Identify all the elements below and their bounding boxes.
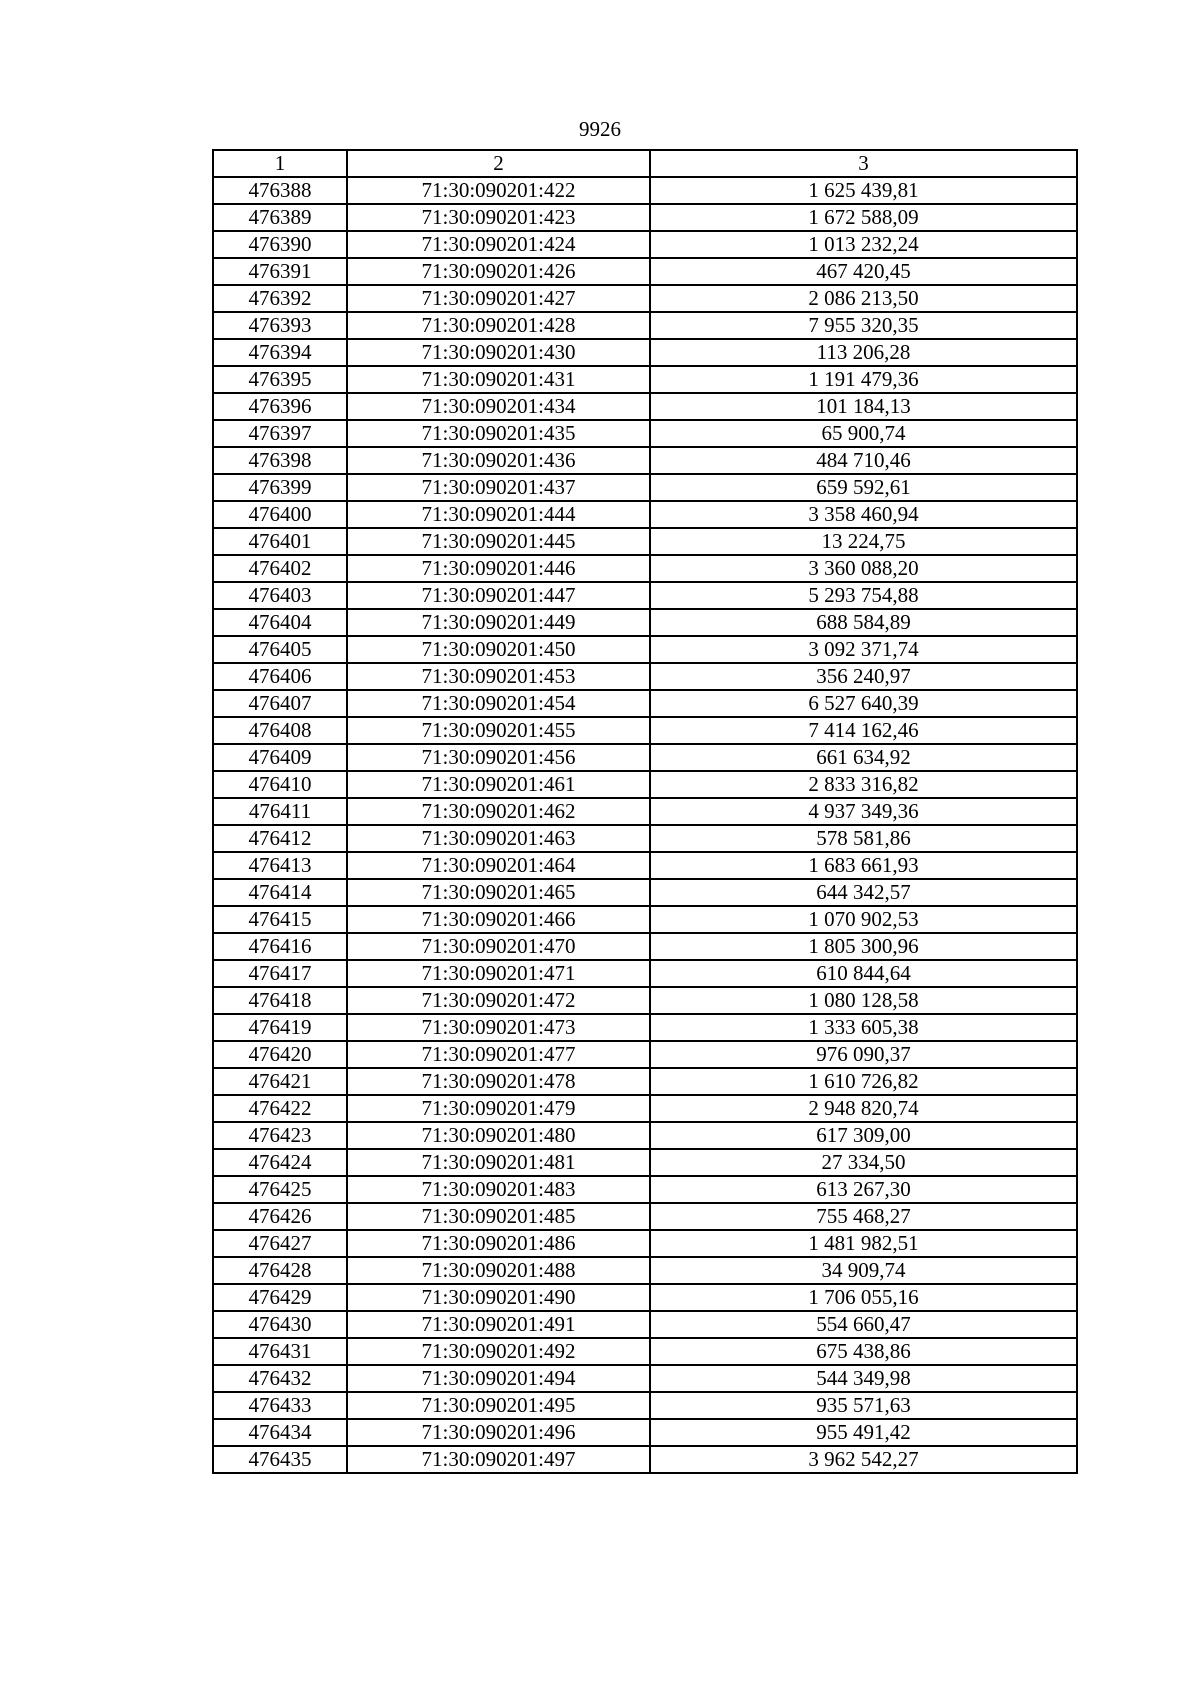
value-cell: 1 333 605,38 — [650, 1014, 1077, 1041]
table-row — [213, 231, 1077, 258]
value-cell: 955 491,42 — [650, 1419, 1077, 1446]
cadastral-number-cell: 71:30:090201:466 — [347, 906, 650, 933]
table-row — [213, 555, 1077, 582]
cadastral-number-cell: 71:30:090201:426 — [347, 258, 650, 285]
cadastral-number-cell: 71:30:090201:444 — [347, 501, 650, 528]
row-number-cell: 476426 — [213, 1203, 347, 1230]
row-number-cell: 476393 — [213, 312, 347, 339]
value-cell: 3 092 371,74 — [650, 636, 1077, 663]
cadastral-number-cell: 71:30:090201:465 — [347, 879, 650, 906]
value-cell: 613 267,30 — [650, 1176, 1077, 1203]
row-number-cell: 476394 — [213, 339, 347, 366]
value-cell: 34 909,74 — [650, 1257, 1077, 1284]
row-number-cell: 476401 — [213, 528, 347, 555]
table-row — [213, 285, 1077, 312]
cadastral-number-cell: 71:30:090201:434 — [347, 393, 650, 420]
value-cell: 65 900,74 — [650, 420, 1077, 447]
cadastral-number-cell: 71:30:090201:471 — [347, 960, 650, 987]
table-row — [213, 528, 1077, 555]
table-row — [213, 825, 1077, 852]
value-cell: 1 625 439,81 — [650, 177, 1077, 204]
table-row — [213, 393, 1077, 420]
value-cell: 661 634,92 — [650, 744, 1077, 771]
table-row — [213, 636, 1077, 663]
header-row — [213, 150, 1077, 177]
cadastral-number-cell: 71:30:090201:486 — [347, 1230, 650, 1257]
value-cell: 2 948 820,74 — [650, 1095, 1077, 1122]
cadastral-number-cell: 71:30:090201:431 — [347, 366, 650, 393]
row-number-cell: 476428 — [213, 1257, 347, 1284]
header-cell-2: 2 — [347, 150, 650, 177]
table-row — [213, 582, 1077, 609]
row-number-cell: 476409 — [213, 744, 347, 771]
cadastral-number-cell: 71:30:090201:495 — [347, 1392, 650, 1419]
row-number-cell: 476395 — [213, 366, 347, 393]
header-cell-1: 1 — [213, 150, 347, 177]
row-number-cell: 476400 — [213, 501, 347, 528]
table-body — [213, 177, 1077, 1473]
cadastral-number-cell: 71:30:090201:454 — [347, 690, 650, 717]
value-cell: 610 844,64 — [650, 960, 1077, 987]
table-row — [213, 1311, 1077, 1338]
row-number-cell: 476429 — [213, 1284, 347, 1311]
row-number-cell: 476390 — [213, 231, 347, 258]
value-cell: 644 342,57 — [650, 879, 1077, 906]
row-number-cell: 476407 — [213, 690, 347, 717]
row-number-cell: 476422 — [213, 1095, 347, 1122]
row-number-cell: 476415 — [213, 906, 347, 933]
table-row — [213, 1419, 1077, 1446]
cadastral-number-cell: 71:30:090201:477 — [347, 1041, 650, 1068]
cadastral-number-cell: 71:30:090201:428 — [347, 312, 650, 339]
cadastral-number-cell: 71:30:090201:480 — [347, 1122, 650, 1149]
cadastral-number-cell: 71:30:090201:435 — [347, 420, 650, 447]
row-number-cell: 476391 — [213, 258, 347, 285]
row-number-cell: 476404 — [213, 609, 347, 636]
row-number-cell: 476416 — [213, 933, 347, 960]
value-cell: 3 962 542,27 — [650, 1446, 1077, 1473]
cadastral-number-cell: 71:30:090201:491 — [347, 1311, 650, 1338]
table-row — [213, 852, 1077, 879]
value-cell: 1 013 232,24 — [650, 231, 1077, 258]
table-row — [213, 798, 1077, 825]
table-row — [213, 474, 1077, 501]
row-number-cell: 476399 — [213, 474, 347, 501]
value-cell: 1 805 300,96 — [650, 933, 1077, 960]
cadastral-number-cell: 71:30:090201:496 — [347, 1419, 650, 1446]
value-cell: 1 481 982,51 — [650, 1230, 1077, 1257]
table-row — [213, 744, 1077, 771]
value-cell: 1 683 661,93 — [650, 852, 1077, 879]
row-number-cell: 476421 — [213, 1068, 347, 1095]
value-cell: 484 710,46 — [650, 447, 1077, 474]
table-row — [213, 1095, 1077, 1122]
row-number-cell: 476403 — [213, 582, 347, 609]
value-cell: 4 937 349,36 — [650, 798, 1077, 825]
cadastral-number-cell: 71:30:090201:473 — [347, 1014, 650, 1041]
row-number-cell: 476435 — [213, 1446, 347, 1473]
row-number-cell: 476412 — [213, 825, 347, 852]
value-cell: 7 414 162,46 — [650, 717, 1077, 744]
value-cell: 755 468,27 — [650, 1203, 1077, 1230]
table-row — [213, 771, 1077, 798]
header-cell-3: 3 — [650, 150, 1077, 177]
value-cell: 935 571,63 — [650, 1392, 1077, 1419]
table-row — [213, 420, 1077, 447]
value-cell: 3 358 460,94 — [650, 501, 1077, 528]
table-row — [213, 1338, 1077, 1365]
table-row — [213, 366, 1077, 393]
row-number-cell: 476405 — [213, 636, 347, 663]
table-row — [213, 447, 1077, 474]
value-cell: 27 334,50 — [650, 1149, 1077, 1176]
table-row — [213, 906, 1077, 933]
row-number-cell: 476397 — [213, 420, 347, 447]
row-number-cell: 476418 — [213, 987, 347, 1014]
value-cell: 101 184,13 — [650, 393, 1077, 420]
cadastral-number-cell: 71:30:090201:462 — [347, 798, 650, 825]
row-number-cell: 476419 — [213, 1014, 347, 1041]
cadastral-number-cell: 71:30:090201:456 — [347, 744, 650, 771]
row-number-cell: 476411 — [213, 798, 347, 825]
value-cell: 1 610 726,82 — [650, 1068, 1077, 1095]
table-row — [213, 1257, 1077, 1284]
row-number-cell: 476427 — [213, 1230, 347, 1257]
table-row — [213, 1014, 1077, 1041]
row-number-cell: 476396 — [213, 393, 347, 420]
table-row — [213, 933, 1077, 960]
table-row — [213, 1149, 1077, 1176]
value-cell: 1 070 902,53 — [650, 906, 1077, 933]
value-cell: 617 309,00 — [650, 1122, 1077, 1149]
value-cell: 13 224,75 — [650, 528, 1077, 555]
row-number-cell: 476398 — [213, 447, 347, 474]
cadastral-number-cell: 71:30:090201:479 — [347, 1095, 650, 1122]
value-cell: 6 527 640,39 — [650, 690, 1077, 717]
table-row — [213, 960, 1077, 987]
cadastral-number-cell: 71:30:090201:445 — [347, 528, 650, 555]
cadastral-number-cell: 71:30:090201:424 — [347, 231, 650, 258]
cadastral-number-cell: 71:30:090201:478 — [347, 1068, 650, 1095]
value-cell: 1 191 479,36 — [650, 366, 1077, 393]
row-number-cell: 476408 — [213, 717, 347, 744]
page-number: 9926 — [579, 117, 621, 141]
cadastral-number-cell: 71:30:090201:488 — [347, 1257, 650, 1284]
row-number-cell: 476410 — [213, 771, 347, 798]
table-row — [213, 1446, 1077, 1473]
cadastral-number-cell: 71:30:090201:483 — [347, 1176, 650, 1203]
table-row — [213, 987, 1077, 1014]
table-row — [213, 501, 1077, 528]
data-table — [212, 149, 1078, 1474]
value-cell: 688 584,89 — [650, 609, 1077, 636]
value-cell: 675 438,86 — [650, 1338, 1077, 1365]
cadastral-number-cell: 71:30:090201:436 — [347, 447, 650, 474]
table-row — [213, 1365, 1077, 1392]
row-number-cell: 476417 — [213, 960, 347, 987]
row-number-cell: 476406 — [213, 663, 347, 690]
value-cell: 578 581,86 — [650, 825, 1077, 852]
value-cell: 113 206,28 — [650, 339, 1077, 366]
table-row — [213, 1041, 1077, 1068]
row-number-cell: 476424 — [213, 1149, 347, 1176]
table-row — [213, 312, 1077, 339]
table-row — [213, 879, 1077, 906]
cadastral-number-cell: 71:30:090201:461 — [347, 771, 650, 798]
value-cell: 3 360 088,20 — [650, 555, 1077, 582]
row-number-cell: 476433 — [213, 1392, 347, 1419]
cadastral-number-cell: 71:30:090201:449 — [347, 609, 650, 636]
cadastral-number-cell: 71:30:090201:422 — [347, 177, 650, 204]
cadastral-number-cell: 71:30:090201:450 — [347, 636, 650, 663]
table-row — [213, 339, 1077, 366]
cadastral-number-cell: 71:30:090201:492 — [347, 1338, 650, 1365]
value-cell: 2 833 316,82 — [650, 771, 1077, 798]
row-number-cell: 476402 — [213, 555, 347, 582]
table-row — [213, 1068, 1077, 1095]
cadastral-number-cell: 71:30:090201:494 — [347, 1365, 650, 1392]
row-number-cell: 476389 — [213, 204, 347, 231]
row-number-cell: 476388 — [213, 177, 347, 204]
row-number-cell: 476423 — [213, 1122, 347, 1149]
cadastral-number-cell: 71:30:090201:497 — [347, 1446, 650, 1473]
table-row — [213, 717, 1077, 744]
cadastral-number-cell: 71:30:090201:453 — [347, 663, 650, 690]
cadastral-number-cell: 71:30:090201:490 — [347, 1284, 650, 1311]
cadastral-number-cell: 71:30:090201:430 — [347, 339, 650, 366]
value-cell: 976 090,37 — [650, 1041, 1077, 1068]
row-number-cell: 476420 — [213, 1041, 347, 1068]
cadastral-number-cell: 71:30:090201:481 — [347, 1149, 650, 1176]
cadastral-number-cell: 71:30:090201:485 — [347, 1203, 650, 1230]
cadastral-number-cell: 71:30:090201:423 — [347, 204, 650, 231]
table-row — [213, 663, 1077, 690]
row-number-cell: 476431 — [213, 1338, 347, 1365]
row-number-cell: 476413 — [213, 852, 347, 879]
row-number-cell: 476425 — [213, 1176, 347, 1203]
cadastral-number-cell: 71:30:090201:455 — [347, 717, 650, 744]
table-row — [213, 1230, 1077, 1257]
value-cell: 2 086 213,50 — [650, 285, 1077, 312]
cadastral-number-cell: 71:30:090201:447 — [347, 582, 650, 609]
cadastral-number-cell: 71:30:090201:463 — [347, 825, 650, 852]
row-number-cell: 476430 — [213, 1311, 347, 1338]
table-row — [213, 1203, 1077, 1230]
value-cell: 5 293 754,88 — [650, 582, 1077, 609]
table-row — [213, 204, 1077, 231]
value-cell: 356 240,97 — [650, 663, 1077, 690]
table-row — [213, 1176, 1077, 1203]
table-row — [213, 1284, 1077, 1311]
value-cell: 544 349,98 — [650, 1365, 1077, 1392]
cadastral-number-cell: 71:30:090201:446 — [347, 555, 650, 582]
table-row — [213, 609, 1077, 636]
row-number-cell: 476392 — [213, 285, 347, 312]
table-row — [213, 690, 1077, 717]
cadastral-number-cell: 71:30:090201:470 — [347, 933, 650, 960]
cadastral-number-cell: 71:30:090201:464 — [347, 852, 650, 879]
table-row — [213, 1392, 1077, 1419]
value-cell: 467 420,45 — [650, 258, 1077, 285]
value-cell: 1 706 055,16 — [650, 1284, 1077, 1311]
cadastral-number-cell: 71:30:090201:427 — [347, 285, 650, 312]
row-number-cell: 476414 — [213, 879, 347, 906]
cadastral-number-cell: 71:30:090201:437 — [347, 474, 650, 501]
table-header — [213, 150, 1077, 177]
value-cell: 1 672 588,09 — [650, 204, 1077, 231]
table-row — [213, 258, 1077, 285]
value-cell: 7 955 320,35 — [650, 312, 1077, 339]
row-number-cell: 476432 — [213, 1365, 347, 1392]
row-number-cell: 476434 — [213, 1419, 347, 1446]
value-cell: 1 080 128,58 — [650, 987, 1077, 1014]
cadastral-number-cell: 71:30:090201:472 — [347, 987, 650, 1014]
value-cell: 659 592,61 — [650, 474, 1077, 501]
table-row — [213, 1122, 1077, 1149]
table-row — [213, 177, 1077, 204]
value-cell: 554 660,47 — [650, 1311, 1077, 1338]
